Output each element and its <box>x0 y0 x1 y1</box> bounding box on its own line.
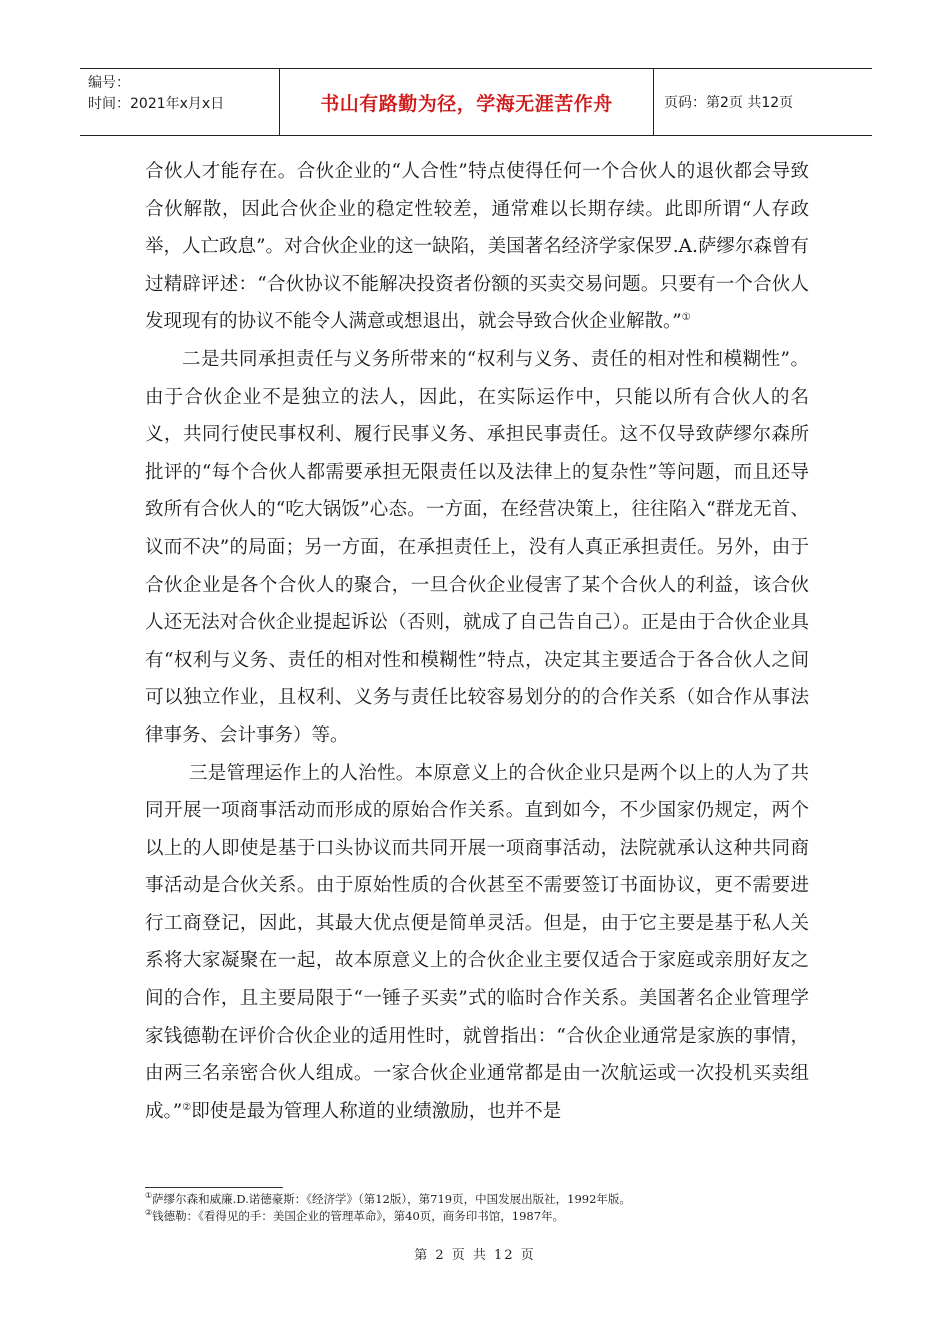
footnote-ref-1: ① <box>681 312 691 324</box>
page-header <box>80 68 872 136</box>
header-meta <box>80 69 280 135</box>
header-page-label: 页码：第2页 共12页 <box>664 95 794 111</box>
footnote-mark: ① <box>145 1191 153 1201</box>
footnote-divider <box>145 1187 283 1188</box>
footnotes <box>145 1191 825 1225</box>
paragraph-2: 二是共同承担责任与义务所带来的“权利与义务、责任的相对性和模糊性”。由于合伙企业不是独立的法人，因此，在实际运作中，只能以所有合伙人的名义，共同行使民事权利、履行民事义务、承担民事责任。这不仅导致萨缪尔森所批评的“每个合伙人都需要承担无限责任以及法律上的复杂性”等问题，而且还导致所有合伙人的“吃大锅饭”心态。一方面，在经营决策上，往往陷入“群龙无首、议而不决”的局面；另一方面，在承担责任上，没有人真正承担责任。另外，由于合伙企业是各个合伙人的聚合，一旦合伙企业侵害了某个合伙人的利益，该合伙人还无法对合伙企业提起诉讼（否则，就成了自己告自己）。正是由于合伙企业具有“权利与义务、责任的相对性和模糊性”特点，决定其主要适合于各合伙人之间可以独立作业，且权利、义务与责任比较容易划分的的合作关系（如合作从事法律事务、会计事务）等。 <box>145 348 809 746</box>
document-date-label: 时间：2021年x月x日 <box>88 96 225 112</box>
paragraph-3 <box>145 755 809 1131</box>
paragraph-continuation <box>145 153 809 341</box>
header-motto: 书山有路勤为径，学海无涯苦作舟 <box>280 69 654 135</box>
paragraph-text: 三是管理运作上的人治性。本原意义上的合伙企业只是两个以上的人为了共同开展一项商事活动而形成的原始合作关系。直到如今，不少国家仍规定，两个以上的人即使是基于口头协议而共同开展一项商事活动，法院就承认这种共同商事活动是合伙关系。由于原始性质的合伙甚至不需要签订书面协议，更不需要进行工商登记，因此，其最大优点便是简单灵活。但是，由于它主要是基于私人关系将大家凝聚在一起，故本原意义上的合伙企业主要仅适合于家庭或亲朋好友之间的合作，且主要局限于“一锤子买卖”式的临时合作关系。美国著名企业管理学家钱德勒在评价合伙企业的适用性时，就曾指出：“合伙企业通常是家族的事情，由两三名亲密合伙人组成。一家合伙企业通常都是由一次航运或一次投机买卖组成。” <box>145 762 809 1122</box>
footnote-mark: ② <box>145 1208 153 1218</box>
document-number-label: 编号： <box>88 75 130 91</box>
paragraph-text-tail: 即使是最为管理人称道的业绩激励，也并不是 <box>191 1100 562 1122</box>
page-footer: 第 2 页 共 12 页 <box>414 1248 536 1263</box>
footnote-2 <box>145 1208 825 1225</box>
footnote-1 <box>145 1191 825 1208</box>
footnote-text: 萨缪尔森和威廉.D.诺德豪斯：《经济学》（第12版），第719页，中国发展出版社，1992年版。 <box>152 1192 631 1206</box>
footnote-ref-2: ② <box>182 1101 192 1113</box>
document-body <box>145 153 809 1130</box>
paragraph-text: 合伙人才能存在。合伙企业的“人合性”特点使得任何一个合伙人的退伙都会导致合伙解散，因此合伙企业的稳定性较差，通常难以长期存续。此即所谓“人存政举，人亡政息”。对合伙企业的这一缺陷，美国著名经济学家保罗.A.萨缪尔森曾有过精辟评述：“合伙协议不能解决投资者份额的买卖交易问题。只要有一个合伙人发现现有的协议不能令人满意或想退出，就会导致合伙企业解散。” <box>145 161 809 333</box>
footnote-text: 钱德勒：《看得见的手：美国企业的管理革命》，第40页，商务印书馆，1987年。 <box>152 1209 565 1223</box>
